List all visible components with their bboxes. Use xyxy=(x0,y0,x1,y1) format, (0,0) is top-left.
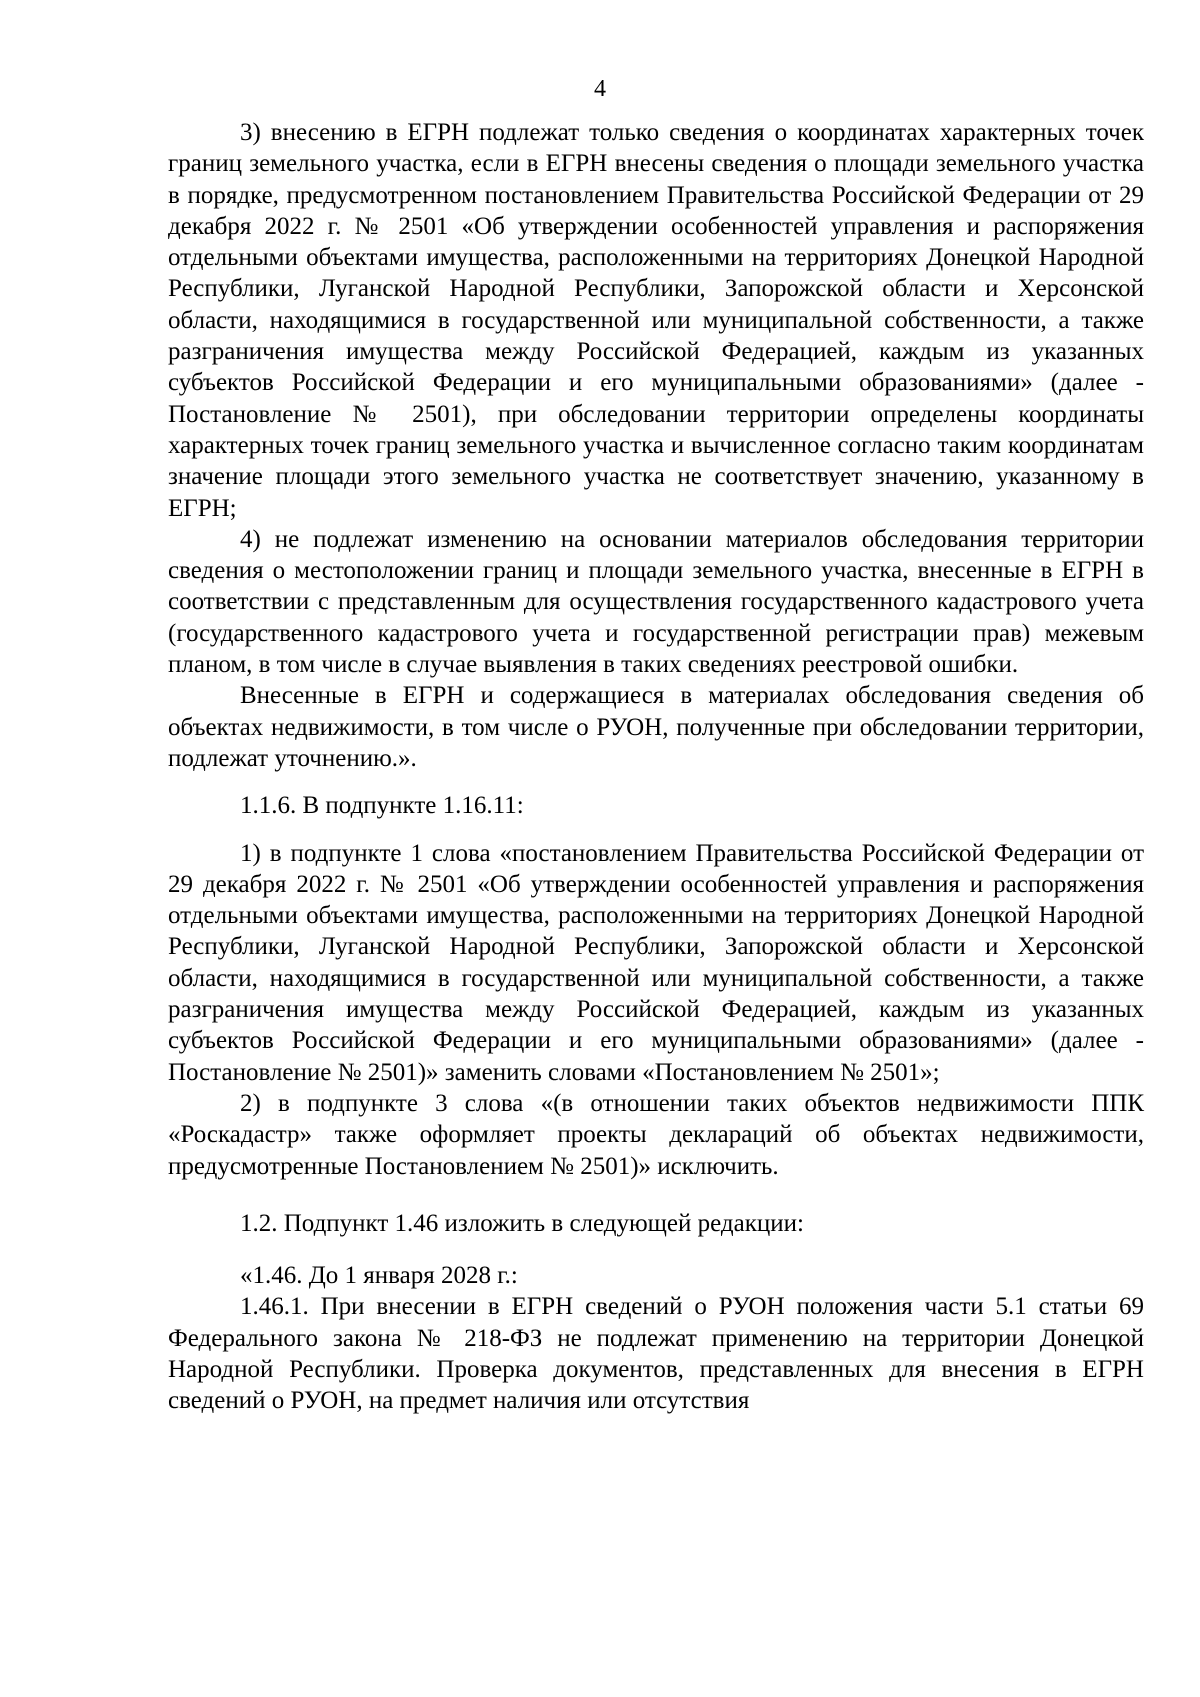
paragraph-refinement-note: Внесенные в ЕГРН и содержащиеся в материалах обследования сведения об объектах недвижимости, в том числе о РУОН, полученные при обследовании территории, подлежат уточнению.». xyxy=(168,682,1144,772)
page-number: 4 xyxy=(594,76,606,102)
paragraph-1-2-heading: 1.2. Подпункт 1.46 изложить в следующей редакции: xyxy=(240,1209,804,1237)
paragraph-1-1-6-heading: 1.1.6. В подпункте 1.16.11: xyxy=(240,792,524,820)
paragraph-1-46-1: 1.46.1. При внесении в ЕГРН сведений о РУОН положения части 5.1 статьи 69 Федерального закона № 218-ФЗ не подлежат применению на территории Донецкой Народной Республики. Проверка документов, представленных для внесения в ЕГРН сведений о РУОН, на предмет наличия или отсутствия xyxy=(168,1293,1144,1415)
paragraph-item-3: 3) внесению в ЕГРН подлежат только сведения о координатах характерных точек границ земельного участка, если в ЕГРН внесены сведения о площади земельного участка в порядке, предусмотренном постановлением Правительства Российской Федерации от 29 декабря 2022 г. № 2501 «Об утверждении особенностей управления и распоряжения отдельными объектами имущества, расположенными на территориях Донецкой Народной Республики, Луганской Народной Республики, Запорожской области и Херсонской области, находящимися в государственной или муниципальной собственности, а также разграничения имущества между Российской Федерацией, каждым из указанных субъектов Российской Федерации и его муниципальными образованиями» (далее - Постановление № 2501), при обследовании территории определены координаты характерных точек границ земельного участка и вычисленное согласно таким координатам значение площади этого земельного участка не соответствует значению, указанному в ЕГРН; xyxy=(168,119,1144,522)
paragraph-item-4: 4) не подлежат изменению на основании материалов обследования территории сведения о местоположении границ и площади земельного участка, внесенные в ЕГРН в соответствии с представленным для осуществления государственного кадастрового учета (государственного кадастрового учета и государственной регистрации прав) межевым планом, в том числе в случае выявления в таких сведениях реестровой ошибки. xyxy=(168,525,1144,679)
paragraph-subitem-2: 2) в подпункте 3 слова «(в отношении таких объектов недвижимости ППК «Роскадастр» также оформляет проекты деклараций об объектах недвижимости, предусмотренные Постановлением № 2501)» исключить. xyxy=(168,1089,1144,1180)
paragraph-subitem-1: 1) в подпункте 1 слова «постановлением Правительства Российской Федерации от 29 декабря 2022 г. № 2501 «Об утверждении особенностей управления и распоряжения отдельными объектами имущества, расположенными на территориях Донецкой Народной Республики, Луганской Народной Республики, Запорожской области и Херсонской области, находящимися в государственной или муниципальной собственности, а также разграничения имущества между Российской Федерацией, каждым из указанных субъектов Российской Федерации и его муниципальными образованиями» (далее - Постановление № 2501)» заменить словами «Постановлением № 2501»; xyxy=(168,839,1144,1086)
paragraph-1-46-heading: «1.46. До 1 января 2028 г.: xyxy=(240,1262,518,1290)
document-body xyxy=(168,117,1144,1417)
